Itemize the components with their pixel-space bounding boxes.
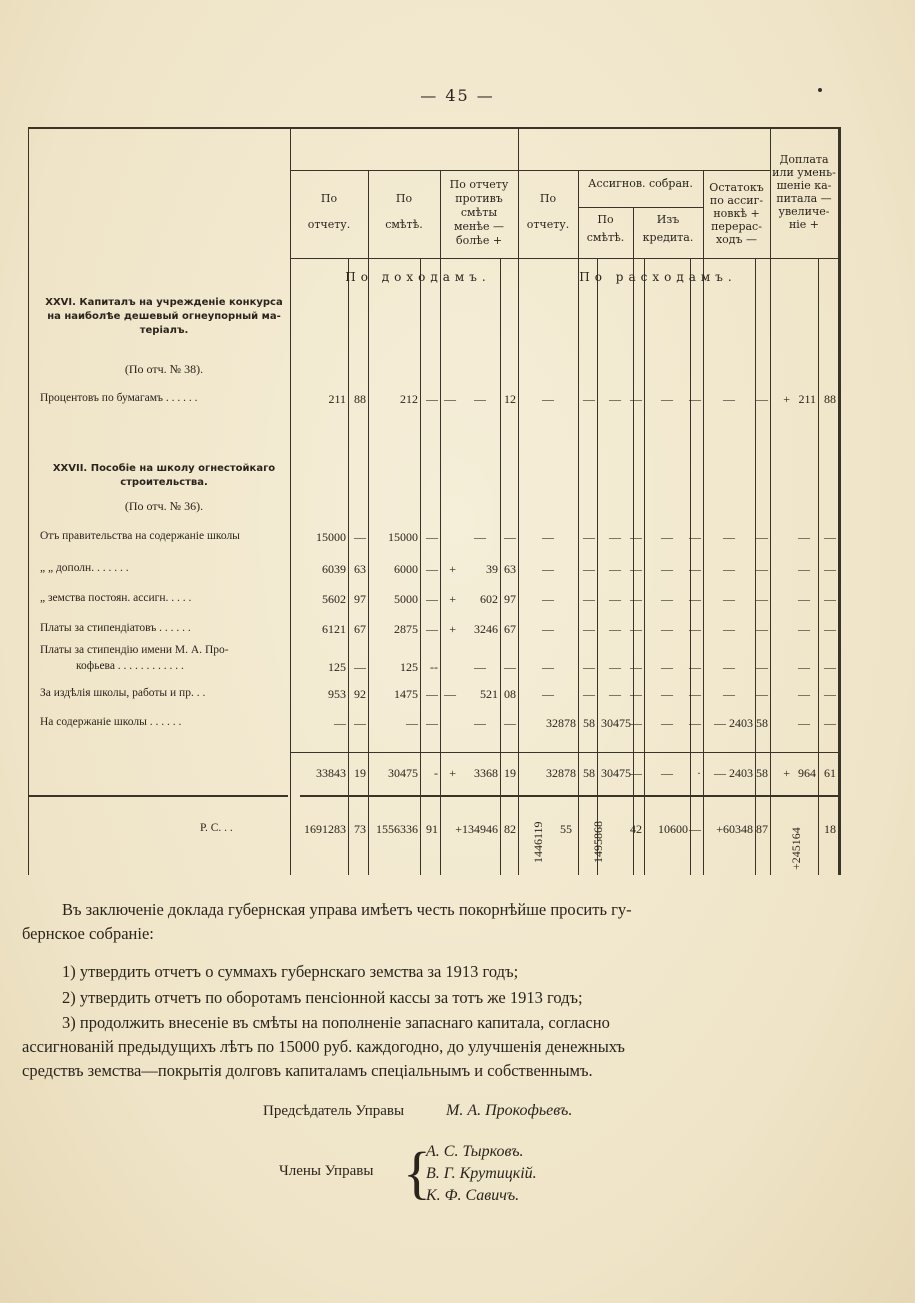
cell-exp-rep-r: — [542, 562, 554, 576]
expense-group-header: По расходамъ. [579, 270, 737, 284]
balance-header: ходъ — [715, 233, 758, 246]
cell-est-r: 30475 [601, 766, 631, 780]
cell-bal-k: — [756, 687, 768, 701]
cell-inc-est-k: — [426, 530, 438, 544]
cell-inc-rep-k: 88 [354, 392, 366, 406]
member-2: В. Г. Крутицкій. [426, 1165, 537, 1182]
cell-sur-k: — [824, 687, 836, 701]
cell-bal-r: — 2403 [714, 766, 753, 780]
surcharge-header: увеличе- [778, 205, 830, 218]
column-rule [770, 127, 771, 875]
cell-sur-k: — [824, 562, 836, 576]
grand-total-bal-k: 87 [756, 822, 768, 836]
assign-credit-header: Изъ [656, 213, 680, 226]
grand-total-est-r: 1495868 [591, 821, 605, 863]
members-brace: { [403, 1140, 431, 1205]
cell-est-r: — [609, 392, 621, 406]
assign-estimate-header: смѣтѣ. [586, 231, 625, 244]
cell-inc-est-k: — [426, 562, 438, 576]
cell-sur-r: — [798, 660, 810, 674]
section-title: XXVI. Капиталъ на учрежденіе конкурса [45, 297, 283, 308]
cell-est-k: — [630, 592, 642, 606]
cell-sur-r: — [798, 592, 810, 606]
conclusion-intro-line2: бернское собраніе: [22, 924, 154, 943]
cell-exp-rep-r: — [542, 660, 554, 674]
cell-inc-rep-k: — [354, 716, 366, 730]
cell-exp-rep-k: 58 [583, 766, 595, 780]
cell-sur-r: — [798, 562, 810, 576]
column-rule [290, 127, 291, 875]
grand-total-inc-est-r: 1556336 [376, 822, 418, 836]
cell-cred-k: — [689, 716, 701, 730]
cell-sur-r: — [798, 716, 810, 730]
cell-inc-rep-k: 92 [354, 687, 366, 701]
print-speck [818, 88, 822, 92]
cell-inc-est-r: 5000 [394, 592, 418, 606]
cell-cred-k: — [689, 687, 701, 701]
cell-sur-k: — [824, 716, 836, 730]
row-label: Отъ правительства на содержаніе школы [40, 530, 240, 542]
cell-inc-est-k: - [434, 766, 438, 780]
rule-line [290, 258, 840, 259]
surcharge-header: Доплата [779, 153, 829, 166]
row-label: „ земства постоян. ассигн. . . . . [40, 592, 192, 604]
cell-cred-k: — [689, 562, 701, 576]
cell-inc-rep-r: 5602 [322, 592, 346, 606]
grand-total-sur-k: 18 [824, 822, 836, 836]
cell-inc-est-k: — [426, 592, 438, 606]
grand-total-inc-rep-r: 1691283 [304, 822, 346, 836]
cell-inc-est-r: 30475 [388, 766, 418, 780]
income-diff-header: менѣе — [453, 220, 505, 233]
column-rule [518, 127, 519, 875]
page-number: — 45 — [420, 86, 495, 105]
cell-bal-k: — [756, 392, 768, 406]
cell-est-k: — [630, 392, 642, 406]
cell-bal-k: — [756, 622, 768, 636]
cell-inc-est-r: 6000 [394, 562, 418, 576]
cell-exp-rep-r: 32878 [546, 716, 576, 730]
cell-bal-r: — 2403 [714, 716, 753, 730]
cell-cred-r: — [661, 766, 673, 780]
cell-bal-r: — [723, 622, 735, 636]
rule-line [290, 752, 838, 753]
member-1: А. С. Тырковъ. [426, 1143, 524, 1160]
balance-header: Остатокъ [709, 181, 764, 194]
conclusion-item-3-line2: ассигнованій предыдущихъ лѣтъ по 15000 руб. каждогодно, до улучшенія денежныхъ [22, 1037, 625, 1056]
cell-diff-r: 3368 [474, 766, 498, 780]
cell-inc-rep-r: 953 [328, 687, 346, 701]
income-diff-header: По отчету [449, 178, 509, 191]
grand-total-exp-rep-k: 55 [560, 822, 572, 836]
cell-exp-rep-r: 32878 [546, 766, 576, 780]
column-rule [28, 127, 29, 875]
income-report-header: отчету. [307, 218, 351, 231]
cell-exp-rep-k: — [583, 562, 595, 576]
cell-inc-rep-r: 211 [328, 392, 346, 406]
cell-est-k: — [630, 660, 642, 674]
cell-sur-k: 61 [824, 766, 836, 780]
cell-diff-s: + [449, 766, 456, 780]
cell-bal-k: 58 [756, 716, 768, 730]
cell-diff-k: 97 [504, 592, 516, 606]
grand-total-est-k: 42 [630, 822, 642, 836]
balance-header: новкѣ + [713, 207, 760, 220]
cell-sur-k: 88 [824, 392, 836, 406]
cell-diff-r: — [474, 530, 486, 544]
income-report-header: По [320, 192, 338, 205]
cell-inc-est-k: — [426, 392, 438, 406]
row-label: Процентовъ по бумагамъ . . . . . . [40, 392, 198, 404]
cell-exp-rep-k: — [583, 530, 595, 544]
assign-estimate-header: По [597, 213, 614, 226]
income-diff-header: смѣты [460, 206, 498, 219]
cell-est-r: — [609, 530, 621, 544]
chairman-title: Предсѣдатель Управы [263, 1103, 405, 1119]
cell-inc-rep-k: 63 [354, 562, 366, 576]
surcharge-header: или умень- [772, 166, 836, 179]
cell-inc-rep-r: 6121 [322, 622, 346, 636]
cell-diff-s: + [449, 622, 456, 636]
cell-exp-rep-k: — [583, 660, 595, 674]
cell-diff-r: — [474, 392, 486, 406]
cell-exp-rep-r: — [542, 530, 554, 544]
cell-est-k: — [630, 766, 642, 780]
cell-sur-r: — [798, 530, 810, 544]
conclusion-item-3-line3: средствъ земства—покрытія долговъ капиталамъ спеціальнымъ и собственнымъ. [22, 1061, 593, 1080]
conclusion-item-1: 1) утвердить отчетъ о суммахъ губернскаго земства за 1913 годъ; [62, 962, 519, 981]
cell-inc-rep-r: 6039 [322, 562, 346, 576]
expense-report-header: По [539, 192, 557, 205]
grand-total-bal-r: +60348 [716, 822, 753, 836]
cell-bal-r: — [723, 687, 735, 701]
cell-est-r: — [609, 687, 621, 701]
cell-cred-r: — [661, 622, 673, 636]
cell-inc-est-r: 1475 [394, 687, 418, 701]
cell-inc-est-k: -- [430, 660, 438, 674]
members-title: Члены Управы [279, 1163, 374, 1179]
rule-line [290, 170, 770, 171]
section-subtitle: (По отч. № 36). [124, 499, 204, 513]
cell-bal-r: — [723, 660, 735, 674]
cell-inc-rep-r: 33843 [316, 766, 346, 780]
cell-est-k: — [630, 622, 642, 636]
cell-inc-est-r: 212 [400, 392, 418, 406]
income-estimate-header: По [395, 192, 413, 205]
rule-line [578, 207, 703, 208]
cell-exp-rep-k: 58 [583, 716, 595, 730]
cell-inc-est-k: — [426, 622, 438, 636]
cell-est-k: — [630, 687, 642, 701]
cell-est-k: — [630, 530, 642, 544]
cell-inc-rep-k: — [354, 530, 366, 544]
cell-cred-r: — [661, 660, 673, 674]
cell-inc-rep-r: — [334, 716, 346, 730]
grand-total-cred-r: 10600 [658, 822, 688, 836]
financial-table [28, 127, 840, 875]
cell-inc-est-r: 2875 [394, 622, 418, 636]
cell-diff-s: + [449, 562, 456, 576]
grand-total-inc-est-k: 91 [426, 822, 438, 836]
cell-diff-r: — [474, 716, 486, 730]
section-title: на наиболѣе дешевый огнеупорный ма- [47, 311, 281, 322]
cell-cred-k: — [689, 622, 701, 636]
cell-bal-r: — [723, 392, 735, 406]
grand-total-label: Р. С. . . [200, 822, 233, 834]
row-label: Платы за стипендію имени М. А. Про- [40, 644, 229, 656]
cell-inc-est-r: 15000 [388, 530, 418, 544]
section-title: теріалъ. [139, 325, 189, 336]
section-title: строительства. [120, 477, 208, 488]
cell-diff-r: 39 [486, 562, 498, 576]
cell-sur-r: 964 [798, 766, 816, 780]
cell-diff-k: 63 [504, 562, 516, 576]
cell-est-k: — [630, 716, 642, 730]
cell-sur-r: — [798, 687, 810, 701]
cell-sur-k: — [824, 622, 836, 636]
cell-inc-rep-k: 97 [354, 592, 366, 606]
cell-est-k: — [630, 562, 642, 576]
grand-total-inc-rep-k: 73 [354, 822, 366, 836]
cell-cred-r: — [661, 592, 673, 606]
row-label: Платы за стипендіатовъ . . . . . . [40, 622, 191, 634]
cell-inc-est-r: — [406, 716, 418, 730]
cell-diff-s: — [444, 392, 456, 406]
cell-diff-r: 602 [480, 592, 498, 606]
income-diff-header: противъ [455, 192, 503, 205]
conclusion-intro-line1: Въ заключеніе доклада губернская управа имѣетъ честь покорнѣйше просить гу- [62, 900, 632, 919]
cell-cred-r: — [661, 530, 673, 544]
cell-diff-s: — [444, 687, 456, 701]
chairman-name: М. А. Прокофьевъ. [446, 1102, 573, 1119]
cell-sur-s: + [783, 766, 790, 780]
cell-exp-rep-r: — [542, 392, 554, 406]
cell-bal-r: — [723, 562, 735, 576]
cell-bal-k: — [756, 592, 768, 606]
assign-credit-header: кредита. [642, 231, 694, 244]
surcharge-header: питала — [776, 192, 832, 205]
cell-diff-k: 19 [504, 766, 516, 780]
cell-inc-rep-r: 125 [328, 660, 346, 674]
cell-diff-k: 12 [504, 392, 516, 406]
cell-sur-s: + [783, 392, 790, 406]
cell-exp-rep-r: — [542, 592, 554, 606]
cell-exp-rep-k: — [583, 622, 595, 636]
rule-line [28, 127, 840, 129]
surcharge-header: шеніе ка- [776, 179, 832, 192]
grand-total-diff-k: 82 [504, 822, 516, 836]
cell-sur-r: 211 [798, 392, 816, 406]
row-label: „ „ дополн. . . . . . . [40, 562, 129, 574]
cell-diff-k: — [504, 530, 516, 544]
cell-est-r: 30475 [601, 716, 631, 730]
cell-cred-r: — [661, 392, 673, 406]
member-3: К. Ф. Савичъ. [426, 1187, 520, 1204]
cell-cred-k: — [689, 392, 701, 406]
cell-est-r: — [609, 562, 621, 576]
cell-diff-r: — [474, 660, 486, 674]
cell-inc-est-r: 125 [400, 660, 418, 674]
cell-diff-k: — [504, 660, 516, 674]
balance-header: по ассиг- [709, 194, 764, 207]
cell-bal-r: — [723, 592, 735, 606]
section-subtitle: (По отч. № 38). [124, 362, 204, 376]
cell-cred-k: — [689, 530, 701, 544]
cell-cred-r: — [661, 562, 673, 576]
cell-diff-r: 3246 [474, 622, 498, 636]
cell-diff-k: 08 [504, 687, 516, 701]
cell-sur-k: — [824, 660, 836, 674]
expense-report-header: отчету. [526, 218, 570, 231]
cell-inc-rep-k: 67 [354, 622, 366, 636]
income-estimate-header: смѣтѣ. [385, 218, 423, 231]
column-rule [368, 170, 369, 258]
cell-sur-r: — [798, 622, 810, 636]
grand-total-sur-r: +245164 [789, 827, 803, 870]
balance-header: перерас- [711, 220, 762, 233]
cell-inc-rep-k: 19 [354, 766, 366, 780]
conclusion-item-3: 3) продолжить внесеніе въ смѣты на пополненіе запаснаго капитала, согласно [62, 1013, 610, 1032]
row-label-cont: кофьева . . . . . . . . . . . . [76, 660, 184, 672]
section-title: XXVII. Пособіе на школу огнестойкаго [52, 463, 276, 474]
grand-total-exp-rep-r: 1446119 [531, 821, 545, 863]
row-label: За издѣлія школы, работы и пр. . . [40, 687, 206, 699]
cell-bal-k: — [756, 530, 768, 544]
cell-exp-rep-k: — [583, 687, 595, 701]
surcharge-header: ніе + [788, 218, 820, 231]
grand-total-cred-k: — [689, 822, 701, 836]
rule-line [300, 795, 838, 797]
conclusion-item-2: 2) утвердить отчетъ по оборотамъ пенсіонной кассы за тотъ же 1913 годъ; [62, 988, 583, 1007]
cell-exp-rep-k: — [583, 392, 595, 406]
cell-diff-s: + [449, 592, 456, 606]
cell-bal-r: — [723, 530, 735, 544]
cell-diff-r: 521 [480, 687, 498, 701]
assign-group-header: Ассигнов. собран. [588, 177, 693, 190]
cell-bal-k: — [756, 660, 768, 674]
income-diff-header: болѣе + [455, 234, 503, 247]
cell-cred-k: — [689, 592, 701, 606]
cell-exp-rep-k: — [583, 592, 595, 606]
cell-exp-rep-r: — [542, 687, 554, 701]
cell-inc-rep-r: 15000 [316, 530, 346, 544]
cell-cred-r: — [661, 687, 673, 701]
cell-est-r: — [609, 660, 621, 674]
grand-total-diff-r: +134946 [455, 822, 498, 836]
cell-est-r: — [609, 592, 621, 606]
cell-inc-rep-k: — [354, 660, 366, 674]
cell-est-r: — [609, 622, 621, 636]
cell-sur-k: — [824, 530, 836, 544]
cell-bal-k: — [756, 562, 768, 576]
cell-cred-k: · [697, 766, 701, 780]
cell-inc-est-k: — [426, 687, 438, 701]
rule-line [28, 795, 288, 797]
cell-cred-r: — [661, 716, 673, 730]
cell-diff-k: — [504, 716, 516, 730]
cell-sur-k: — [824, 592, 836, 606]
row-label: На содержаніе школы . . . . . . [40, 716, 182, 728]
cell-diff-k: 67 [504, 622, 516, 636]
cell-exp-rep-r: — [542, 622, 554, 636]
cell-cred-k: — [689, 660, 701, 674]
column-rule [838, 127, 841, 875]
cell-inc-est-k: — [426, 716, 438, 730]
cell-bal-k: 58 [756, 766, 768, 780]
income-group-header: По доходамъ. [345, 270, 491, 284]
